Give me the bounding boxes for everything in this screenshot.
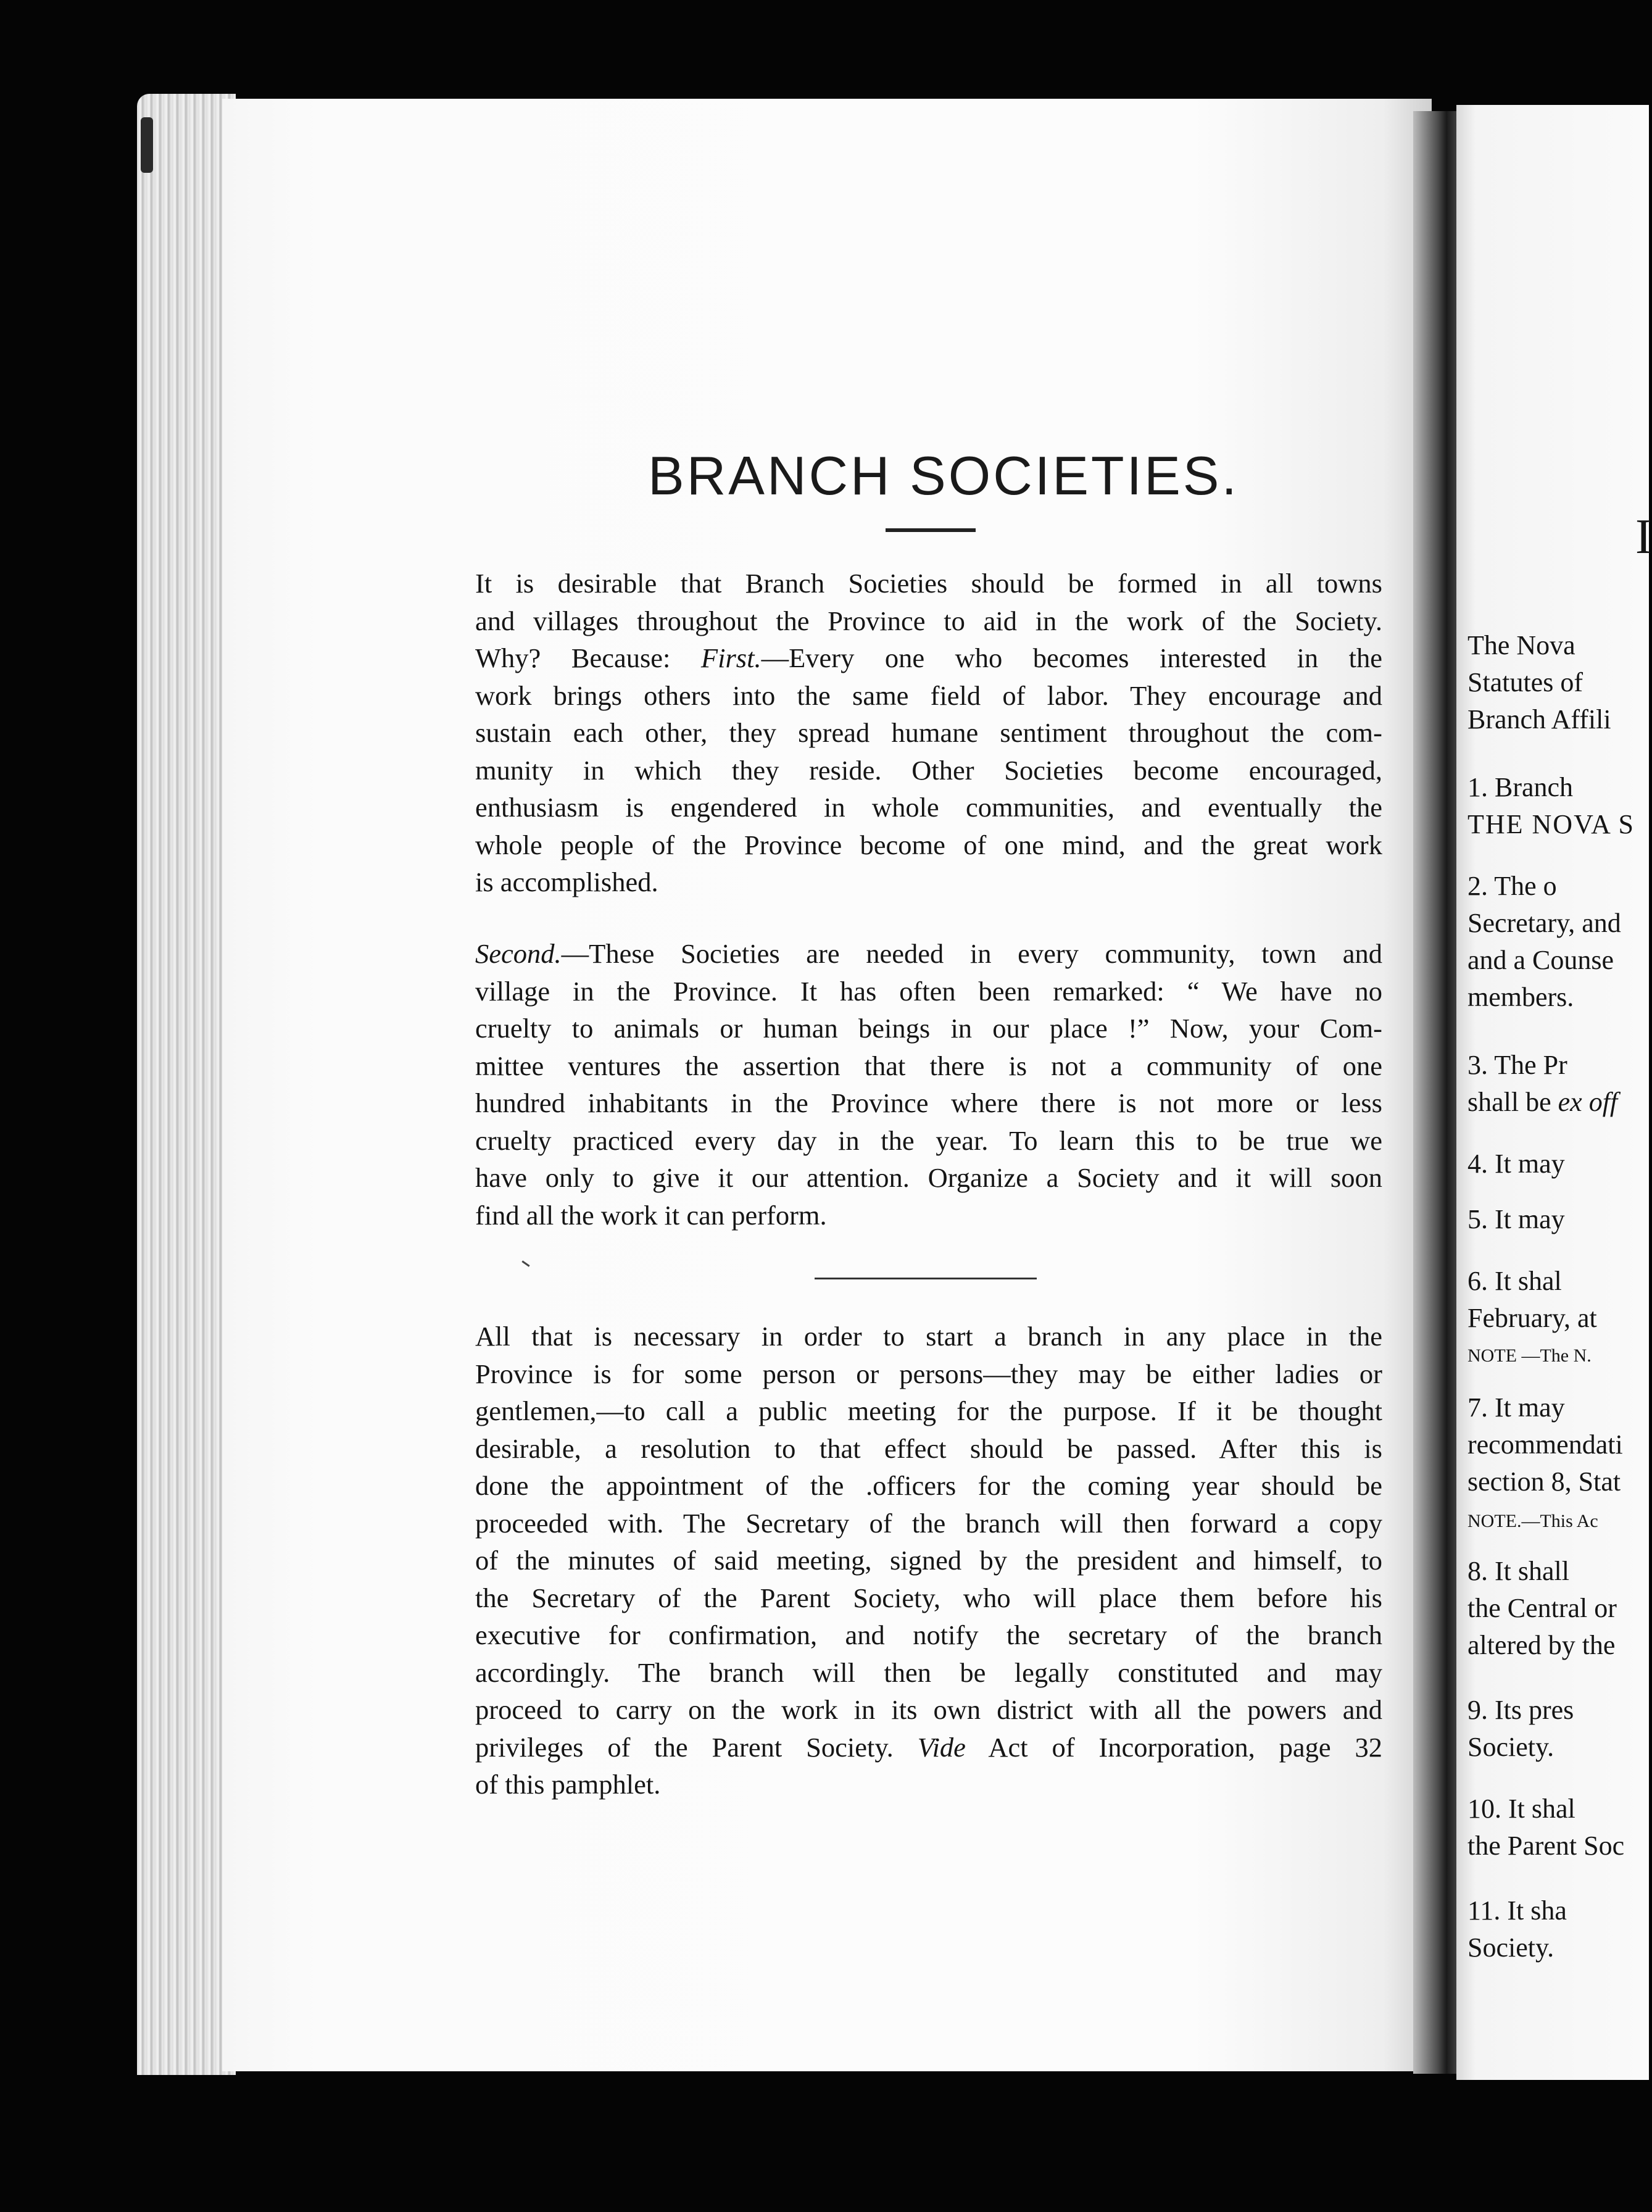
paragraph-first <box>475 565 1382 901</box>
right-page-line: 10. It shal <box>1467 1794 1575 1824</box>
text-line: have only to give it our attention. Organize a Society and it will soon <box>475 1162 1382 1193</box>
italic-word: Second. <box>475 938 562 969</box>
text-line: sustain each other, they spread humane sentiment throughout the com- <box>475 717 1382 748</box>
right-page-line: 4. It may <box>1467 1149 1565 1179</box>
text-line: the Secretary of the Parent Society, who will place them before his <box>475 1582 1382 1613</box>
section-divider <box>815 1278 1037 1279</box>
right-page-line: 3. The Pr <box>1467 1050 1567 1080</box>
text-line: All that is necessary in order to start a branch in any place in the <box>475 1321 1382 1352</box>
right-page-line: 8. It shall <box>1467 1556 1569 1586</box>
paragraph-third <box>475 1318 1382 1803</box>
text-line: desirable, a resolution to that effect should be passed. After this is <box>475 1432 1382 1464</box>
text-line: mittee ventures the assertion that there is not a community of one <box>475 1050 1382 1081</box>
page-stack-edge <box>137 94 236 2075</box>
right-page-line: altered by the <box>1467 1630 1616 1660</box>
text-line: cruelty practiced every day in the year. To learn this to be true we <box>475 1125 1382 1156</box>
right-page-line: shall be ex off <box>1467 1087 1618 1117</box>
right-page-line: Branch Affili <box>1467 704 1611 734</box>
text-line: gentlemen,—to call a public meeting for the purpose. If it be thought <box>475 1395 1382 1426</box>
text-line: of the minutes of said meeting, signed by the president and himself, to <box>475 1545 1382 1576</box>
right-page-line: Society. <box>1467 1732 1554 1762</box>
right-page-line: Secretary, and <box>1467 908 1621 938</box>
text-line: Why? Because: First.—Every one who becomes interested in the <box>475 642 1382 673</box>
text-line: proceed to carry on the work in its own district with all the powers and <box>475 1694 1382 1725</box>
text-line: is accomplished. <box>475 867 658 897</box>
text-line: accordingly. The branch will then be legally constituted and may <box>475 1657 1382 1688</box>
binding-mark <box>141 117 153 173</box>
text-line: find all the work it can perform. <box>475 1199 827 1231</box>
paragraph-second <box>475 935 1382 1234</box>
right-page-line: NOTE —The N. <box>1467 1345 1592 1366</box>
right-page-line: 6. It shal <box>1467 1266 1562 1296</box>
italic-word: Vide <box>917 1731 966 1763</box>
text-line: privileges of the Parent Society. Vide Act of Incorporation, page 32 <box>475 1731 1382 1763</box>
right-page-line: 1. Branch <box>1467 772 1574 802</box>
right-page-line: 2. The o <box>1467 871 1557 901</box>
text-line: executive for confirmation, and notify the secretary of the branch <box>475 1620 1382 1650</box>
text-line: proceeded with. The Secretary of the branch will then forward a copy <box>475 1507 1382 1539</box>
right-page-line: 9. Its pres <box>1467 1695 1574 1725</box>
text-line: munity in which they reside. Other Societies become encouraged, <box>475 754 1382 786</box>
text-line: and villages throughout the Province to aid in the work of the Society. <box>475 605 1382 636</box>
right-page-line: section 8, Stat <box>1467 1466 1621 1497</box>
page-title: BRANCH SOCIETIES. <box>648 445 1239 506</box>
text-line: It is desirable that Branch Societies should be formed in all towns <box>475 568 1382 599</box>
text-line: of this pamphlet. <box>475 1769 661 1800</box>
text-line: Province is for some person or persons—they may be either ladies or <box>475 1358 1382 1389</box>
right-page-line: 11. It sha <box>1467 1895 1567 1926</box>
title-rule <box>886 528 976 532</box>
text-line: enthusiasm is engendered in whole communities, and eventually the <box>475 792 1382 823</box>
right-page-line: and a Counse <box>1467 945 1614 975</box>
right-page-line: the Central or <box>1467 1593 1617 1623</box>
italic-word: First. <box>700 642 762 673</box>
text-line: done the appointment of the .officers for the coming year should be <box>475 1470 1382 1501</box>
text-line: whole people of the Province become of one mind, and the great work <box>475 829 1382 860</box>
right-page-line: The Nova <box>1467 630 1575 660</box>
text-line: village in the Province. It has often been remarked: “ We have no <box>475 975 1382 1007</box>
text-line: cruelty to animals or human beings in our place !” Now, your Com- <box>475 1013 1382 1044</box>
italic-word: ex off <box>1558 1087 1618 1117</box>
right-page-line: Society. <box>1467 1932 1554 1963</box>
right-page-line: members. <box>1467 982 1574 1012</box>
right-page-line: recommendati <box>1467 1429 1623 1460</box>
right-page-line: 7. It may <box>1467 1392 1565 1423</box>
text-line: work brings others into the same field of labor. They encourage and <box>475 680 1382 711</box>
right-page-line: the Parent Soc <box>1467 1831 1625 1861</box>
right-page-heading-fragment: I <box>1635 510 1652 564</box>
right-page-line: February, at <box>1467 1303 1597 1333</box>
right-page-line: THE NOVA S <box>1467 809 1635 839</box>
text-line: Second.—These Societies are needed in every community, town and <box>475 938 1382 969</box>
text-line: hundred inhabitants in the Province where there is not more or less <box>475 1087 1382 1118</box>
right-page-line: Statutes of <box>1467 667 1583 697</box>
right-page-line: NOTE.—This Ac <box>1467 1511 1598 1531</box>
right-page-line: 5. It may <box>1467 1204 1565 1234</box>
